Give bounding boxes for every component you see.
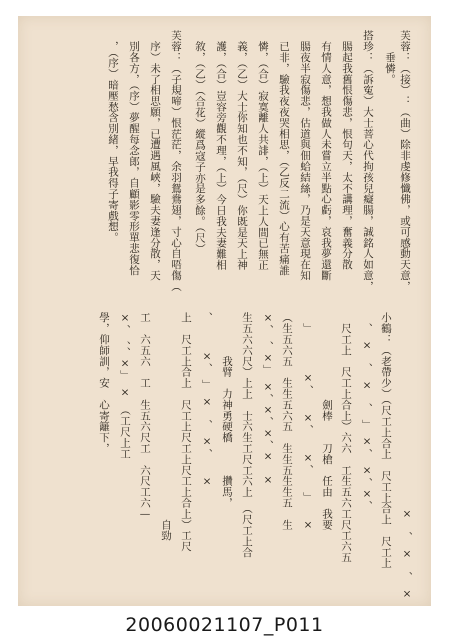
text-column: 護，（合）豈容旁觀不理，（上）今日我夫妻難相 [215, 30, 227, 271]
text-column: 有情人意，想我做人未嘗立半點心虧，哀我夢還斷 [320, 30, 332, 281]
lyric-column: 劍棒 刀槍 任由 我要 [321, 312, 333, 530]
text-column: 別各方，（序）夢醒每念郎，自顧影零形單悲復恰 [128, 30, 140, 276]
notation-column: 、 ×、 」 × 、 ×、 × [201, 312, 213, 488]
text-column: 小鶴：（老帶少）（尺工上合上 尺工上合上 尺工上 [380, 312, 392, 569]
archive-caption: 20060021107_P011 [125, 614, 324, 636]
notation-column: 上 尺工上合上 尺工上尺工上尺工上合上）工尺 [180, 312, 192, 552]
notation-column: ×、 、×」 ×、×、×、× × [262, 312, 274, 487]
text-column: ，（序）暗壓愁含別緒，早我得子寄戲想。 [107, 30, 119, 243]
text-column: 搭珍：（訴寃）大士菩心代拘孩兒癡腸，誠銘人如意， [362, 30, 374, 292]
notation-column: × 、 × 、 × [401, 312, 413, 601]
document-page [18, 16, 431, 606]
notation-column: 生五六六尺）上上 士六生工尺工六上 （尺工上合 [241, 312, 253, 558]
text-column: 垂憐。 [384, 30, 396, 85]
text-column: 腸起我舊恨傷悲，恨句天，太不講理，奮義分散 [341, 30, 353, 270]
notation-column: 」 ×、 ×、 ×、 」 × [302, 312, 314, 532]
text-column: 序）未了相思願，已遭遇風峽，驗夫妻逢分散，天 [149, 30, 161, 281]
text-column: 憐，（合）寂寞離人共誹，（上）天上人間已無正 [257, 30, 269, 271]
notation-column: 尺工上 尺工上合上）六六 工生五六工尺工六五 [340, 312, 352, 563]
lyric-column: 我臂 力神勇硬橋 攢馬， [221, 312, 233, 509]
lyric-column: 自勁 [160, 312, 172, 541]
notation-column: 、 × 、 × 、 」 ×、 ×、×、 [361, 312, 373, 512]
text-column: 腸夜半寂傷悲，估道與佃蛤結絲，乃是天意現在知 [299, 30, 311, 281]
text-column: 義，（乙）大士你知也不知，（尺）你既是天上神 [236, 30, 248, 271]
notation-column: （生五六五 生生五六五 生生五生生五 生 [281, 312, 293, 530]
notation-column: ×、 、、×」 × （工尺上工 [119, 312, 131, 459]
lyric-column: 學，仰師訓，安 心寄籬下， [98, 312, 110, 454]
text-column: 芙蓉：（接）：（曲）除非虔修懺佛，或可感動天意， [399, 30, 411, 292]
text-column: 敘，（乙）（合花）縱爲寇子亦是多餘。（尺） [194, 30, 206, 255]
text-column: 已非，驗我夜夜哭相思，（乙反二流）心有苦痛誰 [278, 30, 290, 276]
text-column: 芙蓉：（子規啼）恨茫茫，余羽鴛鴦翅，寸心自唔傷（ [170, 30, 182, 292]
notation-column: 工 六五六 工 生五六尺工 六尺工六— [139, 312, 151, 521]
